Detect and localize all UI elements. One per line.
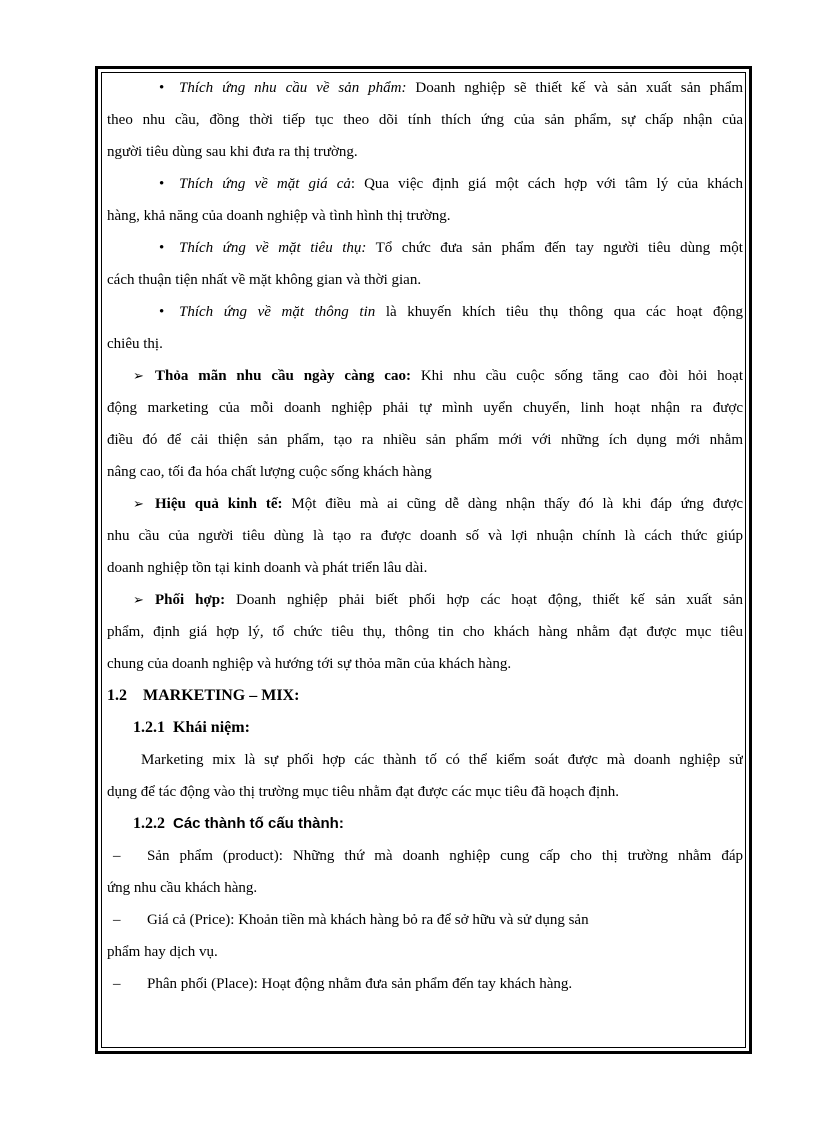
paragraph-line: hàng, khả năng của doanh nghiệp và tình hình thị trường.	[107, 208, 451, 224]
section-heading: 1.2 MARKETING – MIX:	[107, 687, 300, 704]
paragraph-line: người tiêu dùng sau khi đưa ra thị trường.	[107, 144, 358, 160]
arrow-item: ➢ Hiệu quả kinh tế: Một điều mà ai cũng dễ dàng nhận thấy đó là khi đáp ứng được	[107, 488, 743, 520]
paragraph-line: chung của doanh nghiệp và hướng tới sự thỏa mãn của khách hàng.	[107, 656, 512, 672]
paragraph-line: điều đó để cải thiện sản phẩm, tạo ra nhiều sản phẩm mới với những ích dụng mới nhằm	[107, 432, 743, 448]
bullet-icon: •	[159, 304, 165, 320]
dash-icon: –	[113, 912, 121, 928]
paragraph-line: phẩm hay dịch vụ.	[107, 944, 218, 960]
paragraph-line: nâng cao, tối đa hóa chất lượng cuộc sống khách hàng	[107, 464, 432, 480]
arrow-item: ➢ Thỏa mãn nhu cầu ngày càng cao: Khi nhu cầu cuộc sống tăng cao đòi hỏi hoạt	[107, 360, 743, 392]
bullet-item: • Thích ứng về mặt giá cả: Qua việc định giá một cách hợp với tâm lý của khách	[107, 168, 743, 200]
paragraph-line: doanh nghiệp tồn tại kinh doanh và phát triển lâu dài.	[107, 560, 428, 576]
arrow-bullet-icon: ➢	[133, 592, 144, 607]
arrow-item: ➢ Phối hợp: Doanh nghiệp phải biết phối hợp các hoạt động, thiết kế sản xuất sản	[107, 584, 743, 616]
subsection-heading: 1.2.1 Khái niệm:	[133, 719, 250, 736]
bullet-item: • Thích ứng về mặt thông tin là khuyến khích tiêu thụ thông qua các hoạt động	[107, 296, 743, 328]
document-body	[107, 72, 743, 1000]
paragraph-line: theo nhu cầu, đồng thời tiếp tục theo dõi tính thích ứng của sản phẩm, sự chấp nhận của	[107, 112, 743, 128]
paragraph-line: dụng để tác động vào thị trường mục tiêu nhằm đạt được các mục tiêu đã hoạch định.	[107, 784, 619, 800]
bullet-item: • Thích ứng về mặt tiêu thụ: Tổ chức đưa sản phẩm đến tay người tiêu dùng một	[107, 232, 743, 264]
paragraph-line: phẩm, định giá hợp lý, tổ chức tiêu thụ, thông tin cho khách hàng nhằm đạt được mục tiêu	[107, 624, 743, 640]
arrow-bullet-icon: ➢	[133, 368, 144, 383]
paragraph-line: cách thuận tiện nhất về mặt không gian và thời gian.	[107, 272, 422, 288]
dash-item: – Giá cả (Price): Khoản tiền mà khách hàng bỏ ra để sở hữu và sử dụng sản	[107, 904, 743, 936]
dash-icon: –	[113, 976, 121, 992]
paragraph-line: nhu cầu của người tiêu dùng là tạo ra được doanh số và lợi nhuận chính là cách thức giúp	[107, 528, 743, 544]
paragraph-line: ứng nhu cầu khách hàng.	[107, 880, 258, 896]
paragraph-line: chiêu thị.	[107, 336, 163, 352]
dash-item: – Phân phối (Place): Hoạt động nhằm đưa sản phẩm đến tay khách hàng.	[107, 968, 743, 1000]
bullet-icon: •	[159, 80, 165, 96]
bullet-icon: •	[159, 240, 165, 256]
dash-icon: –	[113, 848, 121, 864]
bullet-item: • Thích ứng nhu cầu về sản phẩm: Doanh nghiệp sẽ thiết kế và sản xuất sản phẩm	[107, 72, 743, 104]
paragraph-line: động marketing của mỗi doanh nghiệp phải tự mình uyển chuyển, linh hoạt nhận ra được	[107, 400, 743, 416]
paragraph-line: Marketing mix là sự phối hợp các thành tố có thể kiểm soát được mà doanh nghiệp sử	[141, 752, 743, 768]
arrow-bullet-icon: ➢	[133, 496, 144, 511]
subsection-heading: 1.2.2 Các thành tố cấu thành:	[133, 815, 344, 832]
bullet-icon: •	[159, 176, 165, 192]
dash-item: – Sản phẩm (product): Những thứ mà doanh nghiệp cung cấp cho thị trường nhằm đáp	[107, 840, 743, 872]
